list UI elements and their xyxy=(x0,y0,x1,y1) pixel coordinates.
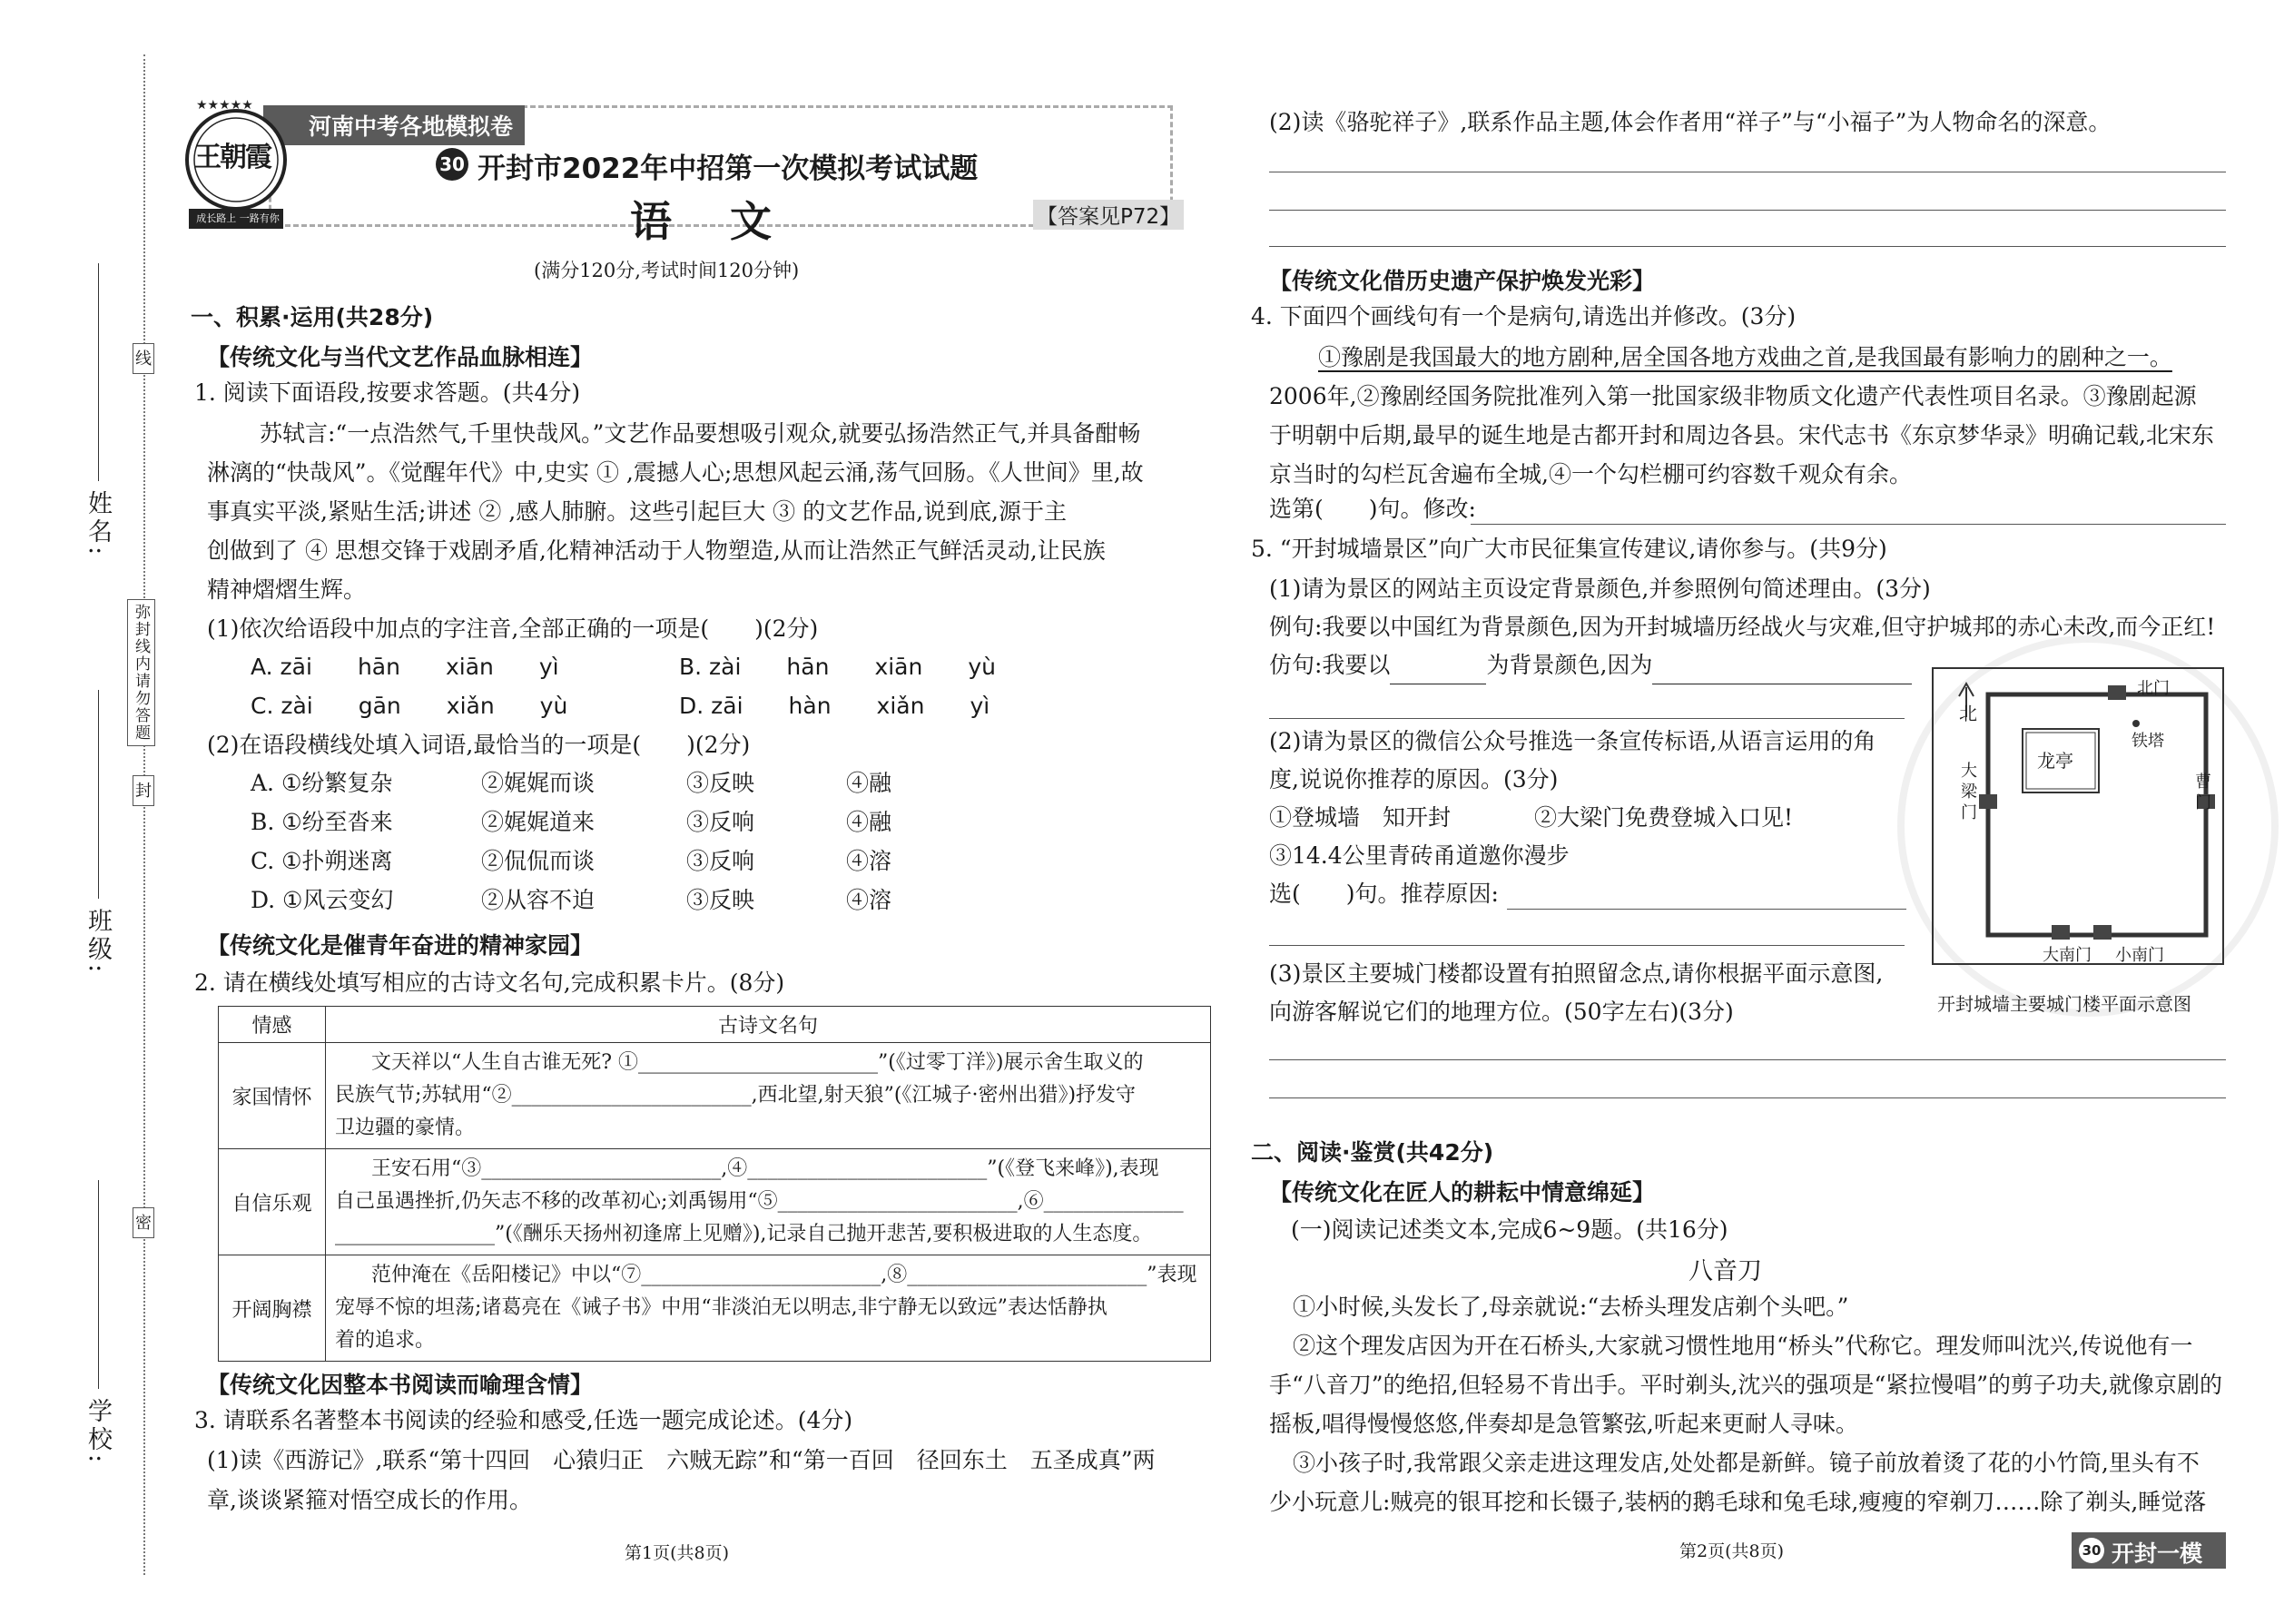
answer-line[interactable] xyxy=(1471,523,2226,525)
exam-title: 开封市2022年中招第一次模拟考试试题 xyxy=(478,153,979,185)
score-info: (满分120分,考试时间120分钟) xyxy=(534,260,800,281)
slogan-option-3[interactable]: ③14.4公里青砖甬道邀你漫步 xyxy=(1269,842,1570,869)
table-header-emotion: 情感 xyxy=(219,1007,326,1043)
class-label: 班级: xyxy=(84,908,112,977)
word-option-a[interactable]: A. ①纷繁复杂 ②娓娓而谈 ③反映 ④融 xyxy=(251,770,892,796)
logo-name: 王朝霞 xyxy=(194,142,271,173)
question-4: 4. 下面四个画线句有一个是病句,请选出并修改。(3分) xyxy=(1251,303,1797,330)
svg-text:★★★★★: ★★★★★ xyxy=(196,100,253,113)
map-daliangmen: 大梁门 xyxy=(1961,762,1977,822)
map-caomen: 曹门 xyxy=(2195,773,2211,812)
subject-title: 语 文 xyxy=(630,197,794,246)
answer-line[interactable] xyxy=(1269,1058,2226,1060)
poetry-card-table xyxy=(218,1006,1211,1362)
table-cell-lines[interactable]: 范仲淹在《岳阳楼记》中以“⑦________________________,⑧________________________”表现 宠辱不惊的坦荡;诸葛亮在《诫子书》中用“非淡泊无以明志,非宁静无以致远”表达恬静执 着的追求。 xyxy=(326,1255,1211,1362)
answer-line[interactable] xyxy=(1269,209,2226,211)
slogan-option-2[interactable]: ②大梁门免费登城入口见! xyxy=(1534,804,1794,831)
imitate-sentence[interactable]: 仿句:我要以 为背景颜色,因为 xyxy=(1269,646,1912,684)
table-row xyxy=(219,1149,1211,1255)
passage-line: 事真实平淡,紧贴生活;讲述 ② ,感人肺腑。这些引起巨大 ③ 的文艺作品,说到底,源于主 xyxy=(207,498,1068,525)
q4-passage: ①豫剧是我国最大的地方剧种,居全国各地方戏曲之首,是我国最有影响力的剧种之一。 2006年,②豫剧经国务院批准列入第一批国家级非物质文化遗产代表性项目名录。③豫剧起源 于明朝中后期,最早的诞生地是古都开封和周边各县。宋代志书《东京梦华录》明确记载,北宋东 京当时的勾栏瓦舍遍布全城,④一个勾栏棚可约容数千观众有余。 xyxy=(1269,344,2214,487)
class-field-line[interactable] xyxy=(98,690,99,899)
article-paragraph: 摇板,唱得慢慢悠悠,伴奏却是急管繁弦,听起来更耐人寻味。 xyxy=(1269,1411,1858,1437)
pinyin-option-c[interactable]: C. zài gān xiǎn yù xyxy=(251,693,568,719)
passage-line: 精神熠熠生辉。 xyxy=(207,576,367,603)
question-5-1: (1)请为景区的网站主页设定背景颜色,并参照例句简述理由。(3分) xyxy=(1269,576,1931,602)
pinyin-option-b[interactable]: B. zài hān xiān yù xyxy=(679,654,996,680)
section-1-heading: 一、积累·运用(共28分) xyxy=(191,304,434,330)
school-field-line[interactable] xyxy=(98,1180,99,1389)
reading-1-intro: (一)阅读记述类文本,完成6~9题。(共16分) xyxy=(1291,1216,1728,1243)
question-5-2-line1: (2)请为景区的微信公众号推选一条宣传标语,从语言运用的角 xyxy=(1269,728,1876,754)
map-caption: 开封城墙主要城门楼平面示意图 xyxy=(1937,993,2191,1015)
topic-tag-5: 【传统文化在匠人的耕耘中情意绵延】 xyxy=(1269,1179,1656,1206)
article-title: 八音刀 xyxy=(1689,1257,1762,1285)
question-5-2-answer: 选( )句。推荐原因: xyxy=(1269,881,1499,907)
question-1: 1. 阅读下面语段,按要求答题。(共4分) xyxy=(194,379,581,406)
word-option-d[interactable]: D. ①风云变幻 ②从容不迫 ③反映 ④溶 xyxy=(251,887,892,913)
question-3-1-line1: (1)读《西游记》,联系“第十四回 心猿归正 六贼无踪”和“第一百回 径回东土 五圣成真”两 xyxy=(207,1447,1156,1473)
pinyin-option-a[interactable]: A. zāi hān xiān yì xyxy=(251,654,559,680)
exam-tab-label: 开封一模 xyxy=(2112,1540,2203,1567)
article-paragraph: ①小时候,头发长了,母亲就说:“去桥头理发店剃个头吧。” xyxy=(1293,1294,1849,1320)
answer-line[interactable] xyxy=(1269,717,1905,719)
question-1-1: (1)依次给语段中加点的字注音,全部正确的一项是( )(2分) xyxy=(207,615,819,642)
name-field-line[interactable] xyxy=(98,263,99,481)
topic-tag-4: 【传统文化借历史遗产保护焕发光彩】 xyxy=(1269,268,1656,294)
table-cell-lines[interactable]: 文天祥以“人生自古谁无死? ①________________________”(《过零丁洋》)展示舍生取义的 民族气节;苏轼用“②________________________,西北望,射天狼”(《江城子·密州出猎》)抒发守 卫边疆的豪情。 xyxy=(326,1043,1211,1149)
answer-line[interactable] xyxy=(1269,1097,2226,1098)
answer-line[interactable] xyxy=(1269,245,2226,247)
seal-mark-xian: 线 xyxy=(133,343,154,374)
question-5-3-line1: (3)景区主要城门楼都设置有拍照留念点,请你根据平面示意图, xyxy=(1269,960,1884,987)
school-label: 学校: xyxy=(84,1398,112,1467)
q1-passage xyxy=(207,414,1180,609)
map-longting: 龙亭 xyxy=(2037,750,2073,772)
pinyin-option-d[interactable]: D. zāi hàn xiǎn yì xyxy=(679,693,990,719)
answer-line[interactable] xyxy=(1269,944,1905,946)
name-label: 姓名: xyxy=(84,490,112,559)
article-paragraph: 少小玩意儿:贼亮的银耳挖和长镊子,装柄的鹅毛球和兔毛球,瘦瘦的窄剃刀……除了剃头,睡觉落 xyxy=(1269,1489,2207,1515)
topic-tag-2: 【传统文化是催青年奋进的精神家园】 xyxy=(207,932,594,959)
page-1-footer: 第1页(共8页) xyxy=(625,1543,730,1563)
map-north-label: 北 xyxy=(1959,703,1977,724)
question-3-2: (2)读《骆驼祥子》,联系作品主题,体会作者用“祥子”与“小福子”为人物命名的深意。 xyxy=(1269,109,2112,135)
exam-number-badge: 30 xyxy=(436,148,468,181)
seal-note: 弥封线内请勿答题 xyxy=(127,599,155,746)
map-danan-gate: 大南门 xyxy=(2043,946,2092,965)
table-cell-category: 开阔胸襟 xyxy=(219,1255,326,1362)
binding-dotted-line xyxy=(143,54,145,1575)
seal-mark-feng: 封 xyxy=(133,775,154,806)
word-options xyxy=(251,765,891,921)
answer-reference: 【答案见P72】 xyxy=(1033,200,1184,230)
logo-slogan: 成长路上 一路有你 xyxy=(196,212,280,224)
topic-tag-3: 【传统文化因整本书阅读而喻理含情】 xyxy=(207,1372,594,1398)
table-header-poem: 古诗文名句 xyxy=(326,1007,1211,1043)
topic-tag-1: 【传统文化与当代文艺作品血脉相连】 xyxy=(207,344,594,370)
question-3: 3. 请联系名著整本书阅读的经验和感受,任选一题完成论述。(4分) xyxy=(194,1407,853,1433)
map-xiaonan-gate: 小南门 xyxy=(2115,946,2164,965)
table-row xyxy=(219,1255,1211,1362)
article-paragraph: ③小孩子时,我常跟父亲走进这理发店,处处都是新鲜。镜子前放着烫了花的小竹筒,里头有不 xyxy=(1293,1450,2200,1476)
question-1-2: (2)在语段横线处填入词语,最恰当的一项是( )(2分) xyxy=(207,732,751,758)
series-label: 河南中考各地模拟卷 xyxy=(309,113,514,140)
section-2-heading: 二、阅读·鉴赏(共42分) xyxy=(1251,1139,1494,1166)
word-option-c[interactable]: C. ①扑朔迷离 ②侃侃而谈 ③反响 ④溶 xyxy=(251,848,892,874)
question-5: 5. “开封城墙景区”向广大市民征集宣传建议,请你参与。(共9分) xyxy=(1251,536,1887,562)
table-cell-category: 家国情怀 xyxy=(219,1043,326,1149)
question-4-answer: 选第( )句。修改: xyxy=(1269,496,1476,522)
article-body xyxy=(1269,1287,2231,1521)
question-3-1-line2: 章,谈谈紧箍对悟空成长的作用。 xyxy=(207,1487,532,1513)
map-iron-pagoda: 铁塔 xyxy=(2132,732,2164,751)
passage-line: 淋漓的“快哉风”。《觉醒年代》中,史实 ① ,震撼人心;思想风起云涌,荡气回肠。《人世间》里,故 xyxy=(207,459,1144,486)
passage-line: 创做到了 ④ 思想交锋于戏剧矛盾,化精神活动于人物塑造,从而让浩然正气鲜活灵动,让民族 xyxy=(207,537,1106,564)
map-north-gate: 北门 xyxy=(2137,679,2170,698)
word-option-b[interactable]: B. ①纷至沓来 ②娓娓道来 ③反响 ④融 xyxy=(251,809,892,835)
example-sentence: 例句:我要以中国红为背景颜色,因为开封城墙历经战火与灾难,但守护城邦的赤心未改,而今正红! xyxy=(1269,614,2216,640)
question-5-2-line2: 度,说说你推荐的原因。(3分) xyxy=(1269,766,1559,792)
table-cell-category: 自信乐观 xyxy=(219,1149,326,1255)
table-row xyxy=(219,1043,1211,1149)
answer-line[interactable] xyxy=(1507,908,1906,910)
table-cell-lines[interactable]: 王安石用“③________________________,④________________________”(《登飞来峰》),表现 自己虽遇挫折,仍矢志不移的改革初心;刘禹锡用“⑤________________________,⑥______________ ________________”(《酬乐天扬州初逢席上见赠》),记录自己抛开悲苦,要积极进取的人生态度。 xyxy=(326,1149,1211,1255)
article-paragraph: 手“八音刀”的绝招,但轻易不肯出手。平时剃头,沈兴的强项是“紧拉慢唱”的剪子功夫,就像京剧的 xyxy=(1269,1372,2222,1398)
exam-tab-badge: 30 xyxy=(2079,1538,2104,1563)
answer-line[interactable] xyxy=(1269,171,2226,172)
question-5-3-line2: 向游客解说它们的地理方位。(50字左右)(3分) xyxy=(1269,999,1734,1025)
page-2-footer: 第2页(共8页) xyxy=(1679,1541,1785,1561)
passage-line: 苏轼言:“一点浩然气,千里快哉风。”文艺作品要想吸引观众,就要弘扬浩然正气,并具备酣畅 xyxy=(260,420,1141,447)
slogan-option-1[interactable]: ①登城墙 知开封 xyxy=(1269,804,1452,831)
article-paragraph: ②这个理发店因为开在石桥头,大家就习惯性地用“桥头”代称它。理发师叫沈兴,传说他有一 xyxy=(1293,1333,2193,1359)
seal-mark-mi: 密 xyxy=(133,1207,154,1238)
question-2: 2. 请在横线处填写相应的古诗文名句,完成积累卡片。(8分) xyxy=(194,969,785,996)
